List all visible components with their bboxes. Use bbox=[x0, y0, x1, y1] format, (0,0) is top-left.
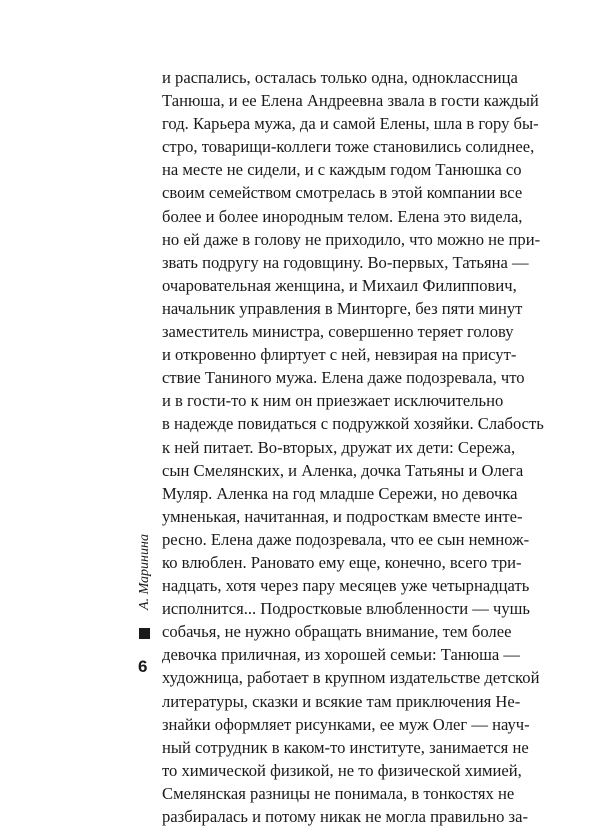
running-head-author bbox=[136, 522, 154, 622]
text-line: но ей даже в голову не приходило, что можно не при- bbox=[162, 229, 541, 249]
text-line: к ней питает. Во-вторых, дружат их дети: Сережа, bbox=[162, 437, 516, 457]
text-line: своим семейством смотрелась в этой компании все bbox=[162, 183, 523, 203]
text-line: ресно. Елена даже подозревала, что ее сын немнож- bbox=[162, 529, 530, 549]
text-line: собачья, не нужно обращать внимание, тем более bbox=[162, 622, 512, 642]
text-line: разбиралась и потому никак не могла правильно за- bbox=[162, 807, 528, 826]
text-line: надцать, хотя через пару месяцев уже четырнадцать bbox=[162, 576, 530, 596]
text-line: и распались, осталась только одна, одноклассница bbox=[162, 68, 518, 87]
text-line: то химической физикой, не то физической химией, bbox=[162, 760, 522, 780]
page-marker-square bbox=[139, 628, 150, 639]
text-line: очаровательная женщина, и Михаил Филиппович, bbox=[162, 275, 517, 295]
text-line: ный сотрудник в каком-то институте, занимается не bbox=[162, 737, 529, 757]
text-line: умненькая, начитанная, и подросткам вместе инте- bbox=[162, 506, 523, 526]
text-line: и откровенно флиртует с ней, невзирая на присут- bbox=[162, 345, 517, 365]
text-line: ствие Таниного мужа. Елена даже подозревала, что bbox=[162, 368, 525, 388]
text-line: Танюша, и ее Елена Андреевна звала в гости каждый bbox=[162, 91, 539, 111]
text-line: в надежде повидаться с подружкой хозяйки. Слабость bbox=[162, 414, 544, 434]
text-line: девочка приличная, из хорошей семьи: Танюша — bbox=[162, 645, 521, 665]
text-line: Муляр. Аленка на год младше Сережи, но девочка bbox=[162, 483, 518, 503]
page-number: 6 bbox=[138, 657, 148, 676]
text-line: художница, работает в крупном издательстве детской bbox=[162, 668, 540, 688]
text-line: год. Карьера мужа, да и самой Елены, шла в гору бы- bbox=[162, 114, 539, 134]
text-line: ко влюблен. Рановато ему еще, конечно, всего три- bbox=[162, 552, 522, 572]
text-line: исполнится... Подростковые влюбленности — чушь bbox=[162, 599, 530, 619]
text-line: и в гости-то к ним он приезжает исключительно bbox=[162, 391, 504, 411]
text-line: литературы, сказки и всякие там приключения Не- bbox=[162, 691, 521, 711]
text-line: Смелянская разницы не понимала, в тонкостях не bbox=[162, 783, 515, 803]
text-line: звать подругу на годовщину. Во-первых, Татьяна — bbox=[162, 252, 529, 272]
text-line: сын Смелянских, и Аленка, дочка Татьяны и Олега bbox=[162, 460, 524, 480]
text-line: начальник управления в Минторге, без пяти минут bbox=[162, 298, 523, 318]
body-text bbox=[162, 66, 544, 828]
text-line: на месте не сидели, и с каждым годом Танюшка со bbox=[162, 160, 522, 180]
text-line: заместитель министра, совершенно теряет голову bbox=[162, 322, 514, 342]
text-line: стро, товарищи-коллеги тоже становились солиднее, bbox=[162, 137, 535, 157]
author-name: А. Маринина bbox=[137, 534, 152, 610]
text-line: знайки оформляет рисунками, ее муж Олег — науч- bbox=[162, 714, 530, 734]
text-line: более и более инородным телом. Елена это видела, bbox=[162, 206, 523, 226]
